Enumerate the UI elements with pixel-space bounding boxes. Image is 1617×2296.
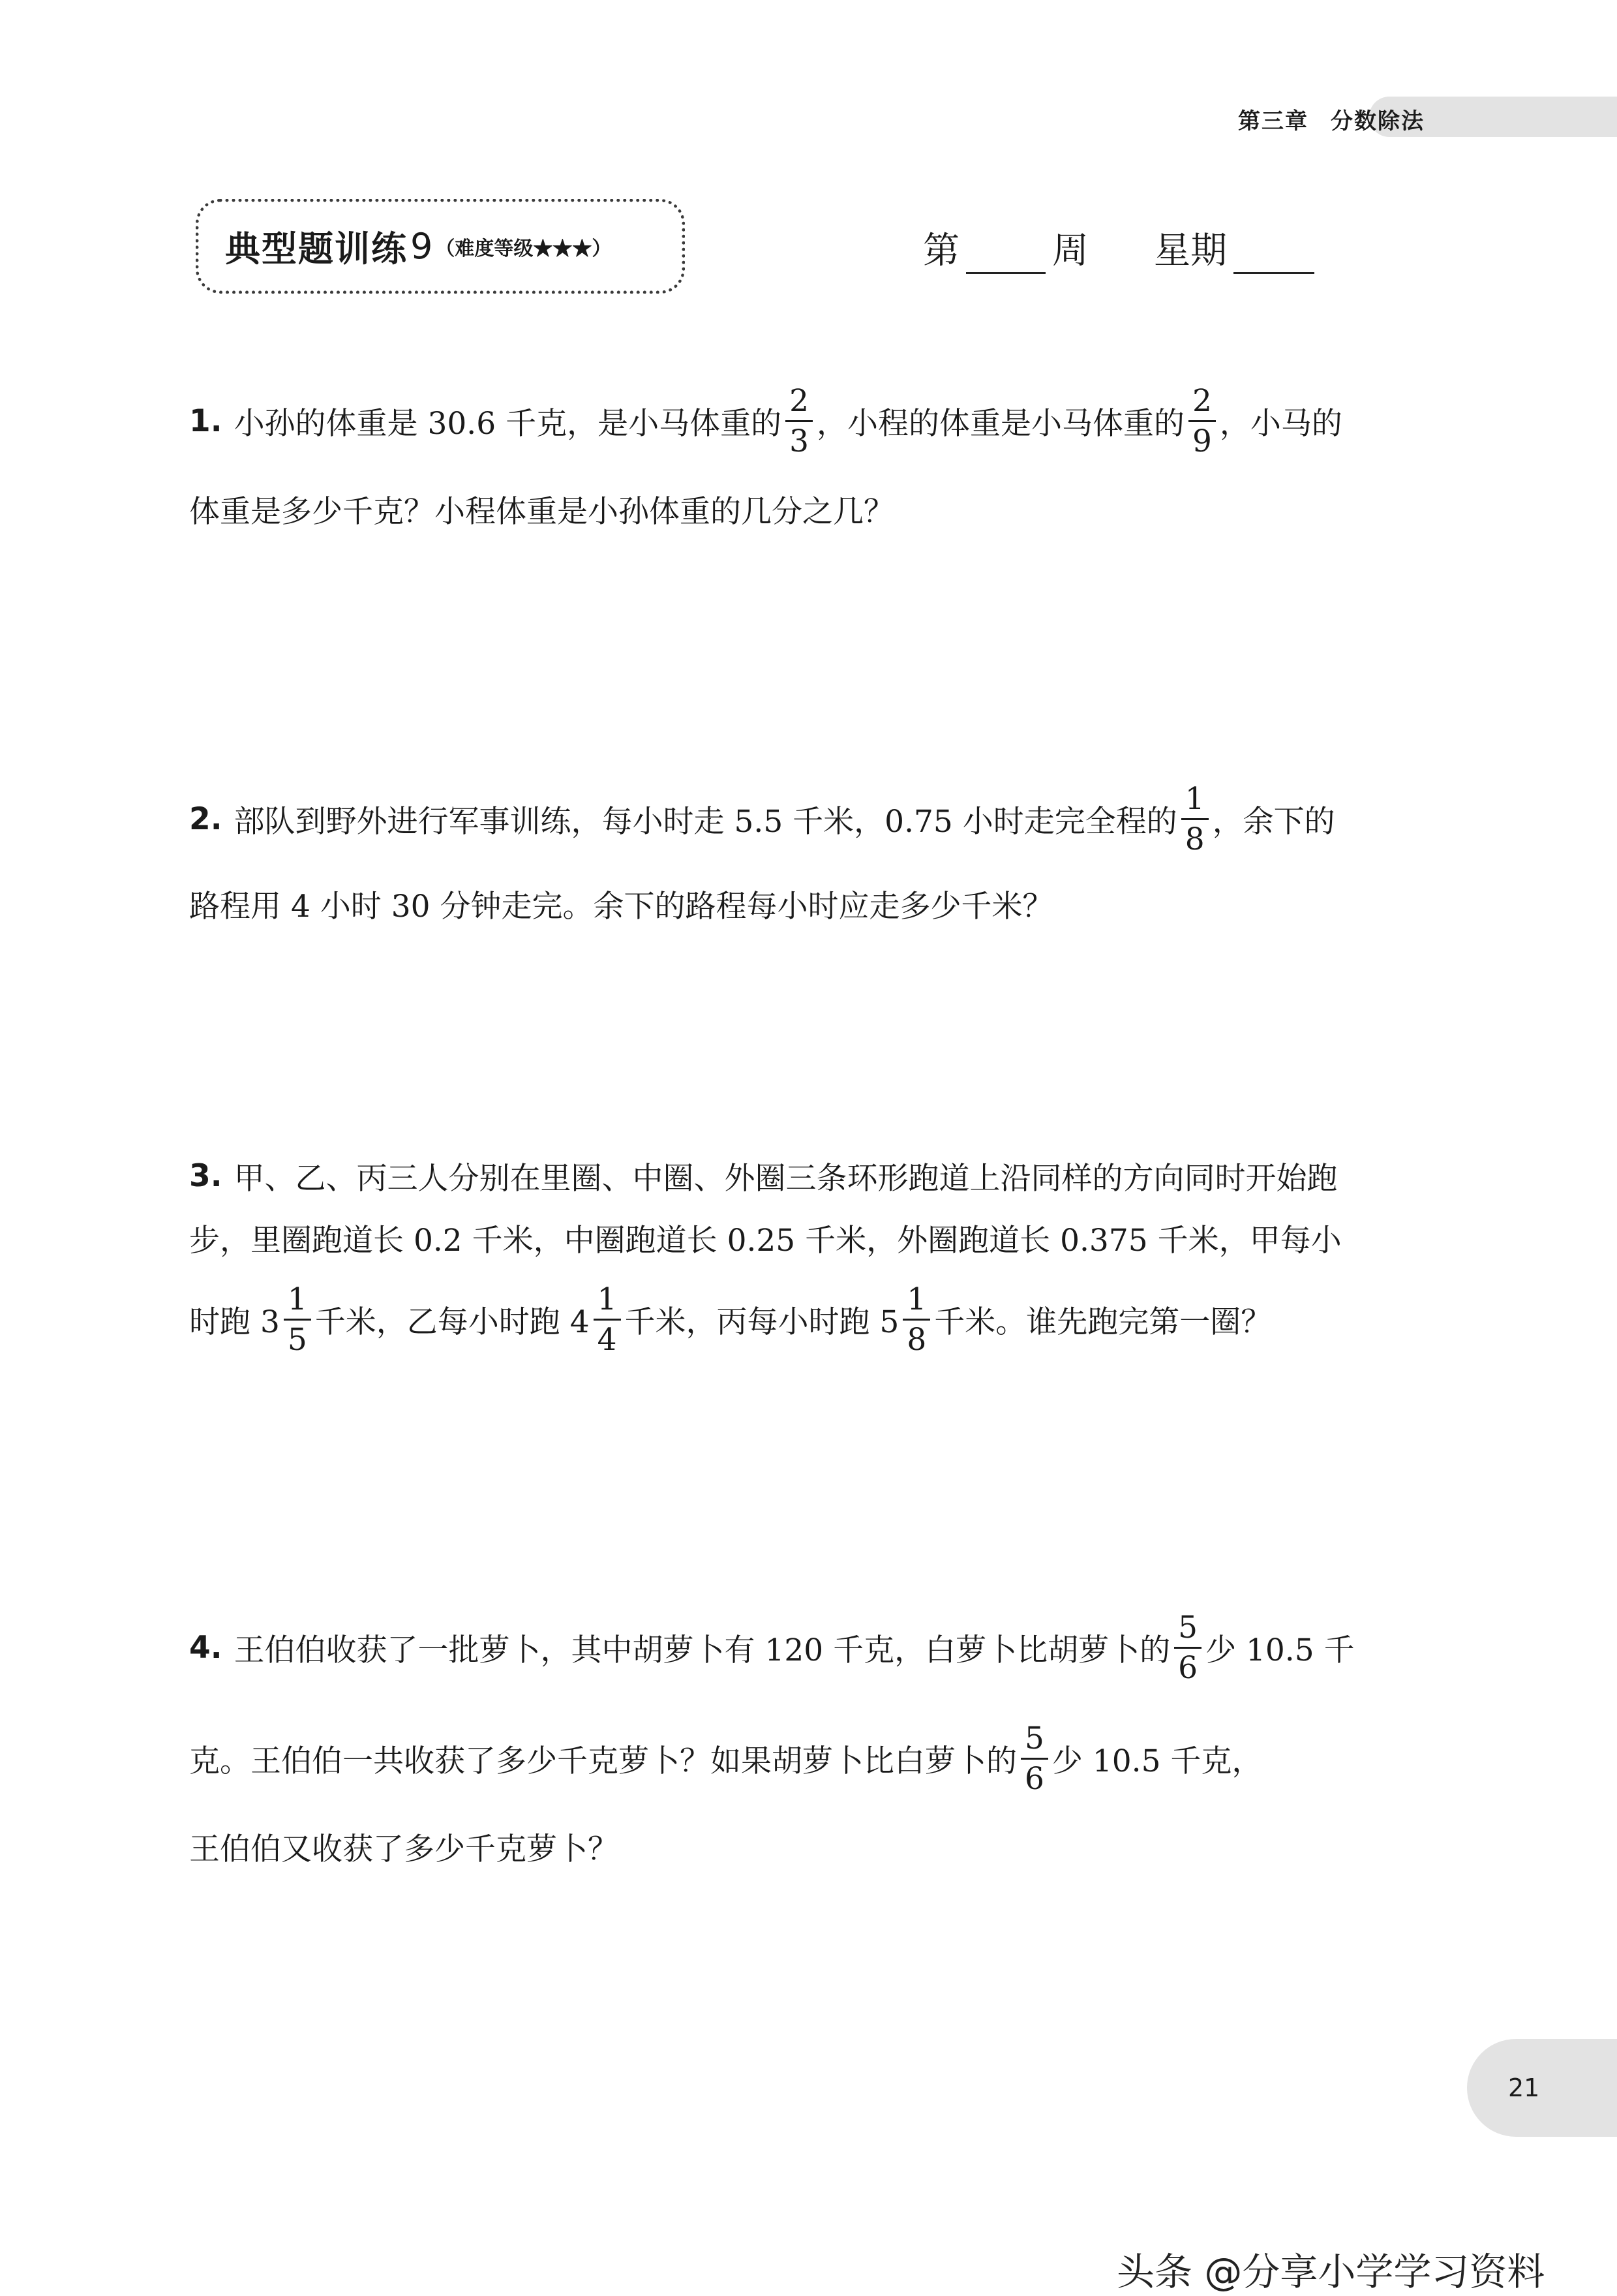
fraction-denominator: 3 — [785, 420, 813, 457]
exercise-number: 9 — [410, 226, 433, 267]
problem-line — [189, 855, 1053, 953]
fraction-numerator: 1 — [907, 1281, 927, 1317]
problem-line — [189, 372, 1342, 470]
page-number: 21 — [1508, 2074, 1540, 2102]
fraction-numerator: 5 — [1025, 1720, 1044, 1756]
chapter-label: 第三章 — [1238, 108, 1308, 134]
problem-text: 路程用 4 小时 30 分钟走完。余下的路程每小时应走多少千米？ — [189, 888, 1053, 925]
problem-text: 克。王伯伯一共收获了多少千克萝卜？如果胡萝卜比白萝卜的 — [189, 1743, 1017, 1779]
page-number-tab — [1467, 2039, 1617, 2137]
problem-text: 王伯伯收获了一批萝卜，其中胡萝卜有 120 千克，白萝卜比胡萝卜的 — [234, 1632, 1171, 1668]
fraction-numerator: 1 — [287, 1281, 307, 1317]
fraction-numerator: 1 — [1185, 780, 1205, 817]
problem-line — [189, 1709, 1262, 1807]
weekday-label: 星期 — [1154, 230, 1227, 272]
week-fill-line — [923, 222, 1314, 274]
problem-line — [189, 1599, 1355, 1696]
problem-text: 千米。谁先跑完第一圈？ — [934, 1304, 1272, 1340]
fraction — [1021, 1720, 1048, 1797]
problem-line — [189, 1270, 1271, 1368]
fraction — [1181, 780, 1209, 857]
problem-number: 1. — [189, 403, 222, 439]
problem-line — [189, 460, 894, 558]
week-suffix: 周 — [1052, 230, 1089, 272]
fraction-numerator: 2 — [1192, 382, 1212, 419]
problem-text: 甲、乙、丙三人分别在里圈、中圈、外圈三条环形跑道上沿同样的方向同时开始跑 — [234, 1160, 1338, 1197]
fraction — [594, 1281, 621, 1358]
problem-text: ，小程的体重是小马体重的 — [817, 405, 1185, 442]
fraction-denominator: 8 — [1181, 818, 1209, 855]
problem-text: 小孙的体重是 30.6 千克，是小马体重的 — [234, 405, 782, 442]
fraction — [1174, 1609, 1201, 1686]
fraction — [1188, 382, 1216, 459]
problem-text: ，余下的 — [1212, 803, 1335, 840]
problem-number: 2. — [189, 801, 222, 837]
weekday-blank[interactable] — [1233, 236, 1314, 274]
fraction-denominator: 8 — [903, 1319, 930, 1355]
problem-text: 部队到野外进行军事训练，每小时走 5.5 千米，0.75 小时走完全程的 — [234, 803, 1177, 840]
difficulty-label: （难度等级★★★） — [435, 237, 612, 260]
fraction-numerator: 5 — [1178, 1609, 1198, 1645]
problem-text: ，小马的 — [1219, 405, 1342, 442]
fraction-denominator: 4 — [594, 1319, 621, 1355]
problem-text: 千米，丙每小时跑 5 — [624, 1304, 899, 1340]
problem-text: 少 10.5 千克， — [1051, 1743, 1263, 1779]
fraction — [785, 382, 813, 459]
fraction-numerator: 1 — [597, 1281, 617, 1317]
fraction — [284, 1281, 311, 1358]
fraction-denominator: 6 — [1174, 1647, 1201, 1683]
problem-text: 步，里圈跑道长 0.2 千米，中圈跑道长 0.25 千米，外圈跑道长 0.375 千米，甲每小 — [189, 1222, 1342, 1259]
section-label: 分数除法 — [1331, 108, 1425, 134]
problem-text: 体重是多少千克？小程体重是小孙体重的几分之几？ — [189, 493, 894, 530]
problem-number: 3. — [189, 1157, 222, 1194]
week-number-blank[interactable] — [966, 236, 1046, 274]
problem-text: 千米，乙每小时跑 4 — [314, 1304, 590, 1340]
fraction-denominator: 5 — [284, 1319, 311, 1355]
week-prefix: 第 — [923, 230, 960, 272]
exercise-title-box — [196, 199, 685, 294]
problem-number: 4. — [189, 1629, 222, 1666]
problem-text: 少 10.5 千 — [1205, 1632, 1355, 1668]
fraction-denominator: 6 — [1021, 1758, 1048, 1794]
exercise-title: 典型题训练 — [225, 228, 408, 269]
problem-line — [189, 770, 1335, 868]
watermark-label: 头条 @分享小学学习资料 — [1117, 2250, 1545, 2294]
fraction-numerator: 2 — [789, 382, 809, 419]
fraction-denominator: 9 — [1188, 420, 1216, 457]
problem-line — [189, 1798, 618, 1895]
problem-text: 时跑 3 — [189, 1304, 280, 1340]
chapter-header — [1238, 103, 1425, 135]
problem-text: 王伯伯又收获了多少千克萝卜？ — [189, 1831, 618, 1867]
fraction — [903, 1281, 930, 1358]
